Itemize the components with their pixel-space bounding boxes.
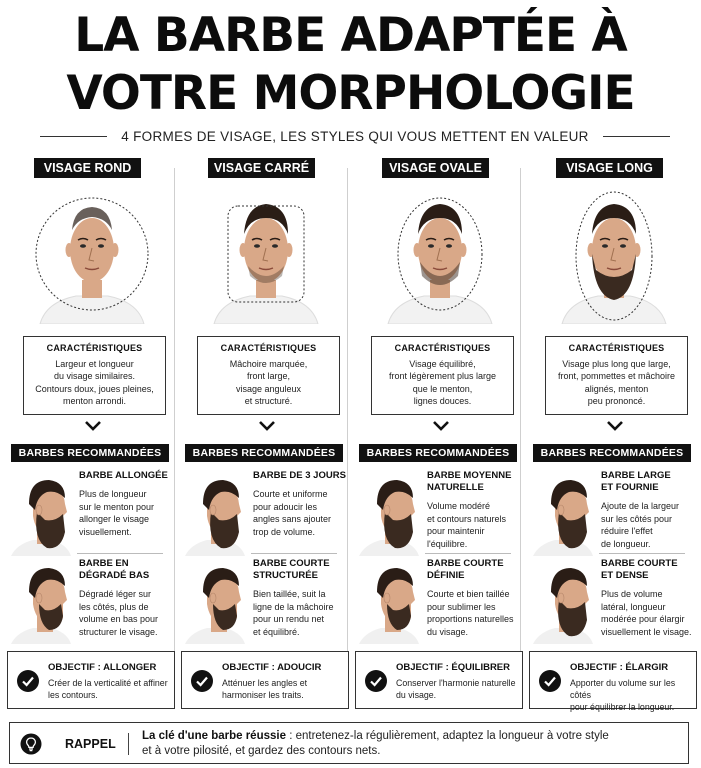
goal-title: OBJECTIF : ADOUCIR	[222, 662, 322, 673]
goal-line: harmoniser les traits.	[222, 690, 304, 700]
characteristics-title: CARACTÉRISTIQUES	[220, 343, 317, 353]
face-portrait-image	[196, 184, 336, 324]
chevron-down-icon	[605, 420, 625, 432]
goal-line: Conserver l'harmonie naturelle	[396, 678, 516, 688]
beard-name	[253, 470, 349, 482]
characteristics-line: peu prononcé.	[587, 396, 646, 407]
goal-line: les contours.	[48, 690, 98, 700]
beard-desc-line: pour un rendu net	[253, 614, 325, 624]
beard-desc-line: réduire l'effet	[601, 526, 653, 536]
beard-profile-image	[533, 470, 593, 556]
beard-desc-line: trop de volume.	[253, 526, 316, 537]
beard-name	[601, 470, 697, 494]
lightbulb-icon	[20, 733, 42, 755]
beard-description	[79, 588, 175, 638]
beard-desc-line: angles sans ajouter	[253, 514, 332, 524]
subtitle-rule-left	[40, 136, 107, 137]
characteristics-line: et structuré.	[244, 396, 293, 407]
face-column-oval	[355, 158, 525, 715]
beard-name-line: ET DENSE	[601, 570, 649, 581]
check-circle-icon	[539, 670, 561, 692]
reminder-text	[142, 729, 682, 758]
characteristics-line: front, pommettes et mâchoire	[557, 371, 676, 382]
beard-desc-line: et équilibré.	[253, 626, 300, 637]
beard-desc-line: du visage.	[427, 626, 469, 637]
beard-desc-line: latéral, longueur	[601, 601, 666, 612]
beard-profile-image	[11, 558, 71, 644]
beard-desc-line: Bien taillée, suit la	[253, 589, 326, 599]
characteristics-box	[197, 336, 340, 415]
goal-description	[48, 677, 172, 701]
goal-line: pour équilibrer la longueur.	[570, 702, 675, 712]
beard-desc-line: l'équilibre.	[427, 538, 468, 549]
beard-description	[427, 500, 523, 550]
characteristics-title: CARACTÉRISTIQUES	[394, 343, 491, 353]
beard-name-line: DÉFINIE	[427, 570, 465, 581]
goal-line: Apporter du volume sur les côtés	[570, 678, 676, 700]
characteristics-line: que le menton,	[412, 383, 473, 394]
rec-divider	[251, 553, 337, 554]
page-title-line2: VOTRE MORPHOLOGIE	[66, 66, 635, 121]
beard-desc-line: pour sublimer les	[427, 601, 496, 612]
face-column-round	[7, 158, 177, 715]
reminder-label: RAPPEL	[65, 737, 116, 751]
beard-desc-line: proportions naturelles	[427, 614, 514, 624]
beard-name-line: STRUCTURÉE	[253, 570, 318, 581]
characteristics-line: Largeur et longueur	[55, 359, 134, 369]
goal-title: OBJECTIF : ÉLARGIR	[570, 662, 669, 673]
beard-profile-image	[11, 470, 71, 556]
beard-desc-line: Plus de volume	[601, 589, 663, 599]
characteristics-line: alignés, menton	[584, 383, 649, 394]
beard-desc-line: Dégradé léger sur	[79, 589, 152, 599]
beard-description	[79, 488, 175, 538]
beard-name	[79, 470, 175, 482]
characteristics-line: Visage équilibré,	[409, 359, 476, 369]
beard-name-line: DÉGRADÉ BAS	[79, 570, 150, 581]
beard-description	[253, 588, 349, 638]
characteristics-line: du visage similaires.	[53, 371, 136, 382]
reminder-bold: La clé d'une barbe réussie	[142, 730, 286, 742]
face-portrait-image	[544, 184, 684, 324]
goal-box	[7, 651, 175, 709]
beard-desc-line: sur les côtés pour	[601, 513, 673, 524]
reminder-line2: et à votre pilosité, et gardez des contours nets.	[142, 744, 381, 757]
goal-description	[222, 677, 346, 701]
beard-name	[601, 558, 697, 582]
rec-divider	[599, 553, 685, 554]
beard-desc-line: et contours naturels	[427, 513, 507, 524]
goal-box	[355, 651, 523, 709]
characteristics-line: Mâchoire marquée,	[229, 359, 308, 369]
goal-box	[529, 651, 697, 712]
characteristics-title: CARACTÉRISTIQUES	[46, 343, 143, 353]
goal-description	[396, 677, 520, 701]
beard-name-line: BARBE EN	[79, 558, 129, 569]
beard-profile-image	[359, 470, 419, 556]
face-portrait-image	[370, 184, 510, 324]
face-shape-tag: VISAGE CARRÉ	[208, 158, 315, 178]
beard-desc-line: Plus de longueur	[79, 489, 147, 499]
beard-profile-image	[533, 558, 593, 644]
beard-name	[427, 470, 523, 494]
beard-desc-line: les côtés, plus de	[79, 601, 149, 612]
beard-name-line: BARBE COURTE	[427, 558, 504, 569]
beard-name-line: BARBE LARGE	[601, 470, 671, 481]
beard-desc-line: de longueur.	[601, 538, 651, 549]
beard-desc-line: sur le menton pour	[79, 501, 155, 512]
beard-desc-line: pour adoucir les	[253, 501, 318, 512]
beard-name-line: BARBE COURTE	[253, 558, 330, 569]
beard-desc-line: visuellement le visage.	[601, 626, 692, 637]
recommended-beards-header: BARBES RECOMMANDÉES	[359, 444, 517, 462]
beard-name	[253, 558, 349, 582]
beard-desc-line: structurer le visage.	[79, 626, 158, 637]
beard-desc-line: Courte et bien taillée	[427, 589, 510, 599]
goal-line: Créer de la verticalité et affiner	[48, 678, 168, 688]
beard-profile-image	[185, 470, 245, 556]
characteristics-box	[23, 336, 166, 415]
characteristics-line: Contours doux, joues pleines,	[35, 383, 154, 394]
beard-name	[427, 558, 523, 582]
face-column-square	[181, 158, 351, 715]
characteristics-line: visage anguleux	[235, 383, 302, 394]
subtitle-rule-right	[603, 136, 670, 137]
beard-profile-image	[185, 558, 245, 644]
beard-name-line: BARBE DE 3 JOURS	[253, 470, 346, 481]
characteristics-line: Visage plus long que large,	[562, 359, 671, 369]
recommended-beards-header: BARBES RECOMMANDÉES	[11, 444, 169, 462]
chevron-down-icon	[257, 420, 277, 432]
reminder-line1: : entretenez-la régulièrement, adaptez la longueur à votre style	[286, 730, 609, 742]
beard-profile-image	[359, 558, 419, 644]
face-shape-tag: VISAGE ROND	[34, 158, 141, 178]
beard-description	[601, 500, 697, 550]
characteristics-title: CARACTÉRISTIQUES	[568, 343, 665, 353]
check-circle-icon	[191, 670, 213, 692]
beard-description	[427, 588, 523, 638]
rec-divider	[425, 553, 511, 554]
face-shape-tag: VISAGE OVALE	[382, 158, 489, 178]
recommended-beards-header: BARBES RECOMMANDÉES	[185, 444, 343, 462]
characteristics-box	[371, 336, 514, 415]
characteristics-line: front large,	[246, 371, 291, 382]
beard-name-line: BARBE COURTE	[601, 558, 678, 569]
face-shape-tag: VISAGE LONG	[556, 158, 663, 178]
goal-line: du visage.	[396, 690, 437, 700]
beard-description	[601, 588, 697, 638]
subtitle-row	[40, 126, 670, 146]
page-subtitle: 4 FORMES DE VISAGE, LES STYLES QUI VOUS METTENT EN VALEUR	[121, 128, 589, 144]
beard-name-line: ET FOURNIE	[601, 482, 659, 493]
beard-name-line: BARBE ALLONGÉE	[79, 470, 168, 481]
page-title-line1: LA BARBE ADAPTÉE À	[74, 8, 627, 63]
beard-desc-line: modérée pour élargir	[601, 614, 685, 624]
beard-name-line: NATURELLE	[427, 482, 484, 493]
chevron-down-icon	[431, 420, 451, 432]
characteristics-line: menton arrondi.	[62, 396, 127, 407]
beard-desc-line: Courte et uniforme	[253, 489, 328, 499]
beard-desc-line: pour maintenir	[427, 526, 485, 536]
beard-name-line: BARBE MOYENNE	[427, 470, 512, 481]
beard-description	[253, 488, 349, 538]
beard-desc-line: volume en bas pour	[79, 614, 159, 624]
goal-description	[570, 677, 694, 713]
goal-line: Atténuer les angles et	[222, 678, 308, 688]
check-circle-icon	[17, 670, 39, 692]
characteristics-line: lignes douces.	[413, 396, 472, 407]
check-circle-icon	[365, 670, 387, 692]
beard-desc-line: allonger le visage	[79, 514, 150, 524]
beard-desc-line: Ajoute de la largeur	[601, 501, 680, 511]
recommended-beards-header: BARBES RECOMMANDÉES	[533, 444, 691, 462]
characteristics-line: front légèrement plus large	[388, 371, 497, 382]
beard-desc-line: visuellement.	[79, 526, 132, 537]
beard-name	[79, 558, 175, 582]
chevron-down-icon	[83, 420, 103, 432]
face-portrait-image	[22, 184, 162, 324]
beard-desc-line: Volume modéré	[427, 501, 491, 511]
reminder-box	[9, 722, 689, 764]
characteristics-box	[545, 336, 688, 415]
goal-box	[181, 651, 349, 709]
goal-title: OBJECTIF : ALLONGER	[48, 662, 157, 673]
reminder-divider	[128, 733, 129, 755]
goal-title: OBJECTIF : ÉQUILIBRER	[396, 662, 511, 673]
beard-desc-line: ligne de la mâchoire	[253, 601, 334, 612]
rec-divider	[77, 553, 163, 554]
face-column-long	[529, 158, 699, 715]
